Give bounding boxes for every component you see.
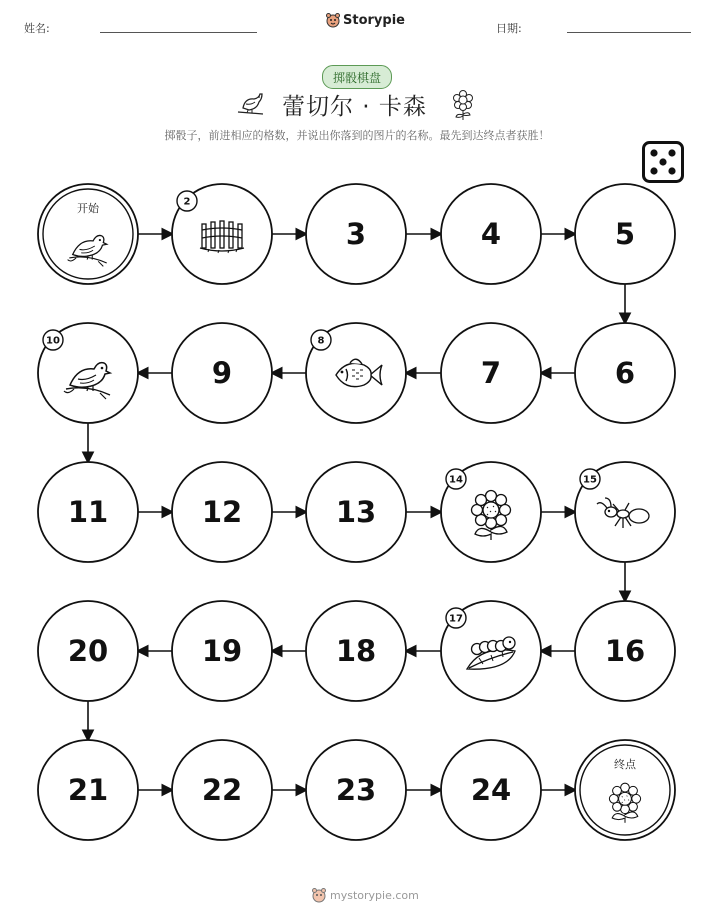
- cell-number-badge: 14: [449, 474, 463, 486]
- board-cell-3[interactable]: [306, 184, 406, 284]
- date-label: 日期:: [496, 22, 522, 35]
- footer-mascot-icon: [312, 887, 326, 903]
- board-cell-12[interactable]: [172, 462, 272, 562]
- board-cell-20[interactable]: [38, 601, 138, 701]
- cell-number-badge: 8: [317, 335, 325, 347]
- cell-number: 6: [614, 356, 636, 390]
- flower-icon: [609, 783, 640, 823]
- board-cell-7[interactable]: [441, 323, 541, 423]
- board-cell-21[interactable]: [38, 740, 138, 840]
- cell-number: 5: [614, 217, 636, 251]
- cell-number-badge: 17: [449, 613, 463, 625]
- board-cell-18[interactable]: [306, 601, 406, 701]
- board-cell-24[interactable]: [441, 740, 541, 840]
- board-cell-4[interactable]: [441, 184, 541, 284]
- board-cell-23[interactable]: [306, 740, 406, 840]
- cell-number: 18: [335, 634, 377, 668]
- board-cell-2[interactable]: [172, 184, 272, 284]
- footer-url[interactable]: mystorypie.com: [330, 888, 419, 902]
- cell-number: 20: [67, 634, 109, 668]
- board-cell-11[interactable]: [38, 462, 138, 562]
- cell-number: 11: [67, 495, 109, 529]
- cell-number: 22: [201, 773, 243, 807]
- cell-number: 4: [480, 217, 502, 251]
- board-cell-16[interactable]: [575, 601, 675, 701]
- cell-number: 23: [335, 773, 377, 807]
- board-cell-8[interactable]: [306, 323, 406, 423]
- board-cell-10[interactable]: [38, 323, 138, 423]
- board-cell-13[interactable]: [306, 462, 406, 562]
- cell-number-badge: 15: [583, 474, 597, 486]
- cell-number-badge: 2: [183, 196, 191, 208]
- start-cell[interactable]: [38, 184, 138, 284]
- board-cell-17[interactable]: [441, 601, 541, 701]
- board-cell-19[interactable]: [172, 601, 272, 701]
- board-cell-14[interactable]: [441, 462, 541, 562]
- fence-icon: [200, 221, 244, 253]
- board-cell-22[interactable]: [172, 740, 272, 840]
- game-type-badge: 掷骰棋盘: [322, 65, 392, 89]
- board-cell-6[interactable]: [575, 323, 675, 423]
- end-label: 终点: [614, 758, 636, 771]
- board-cell-5[interactable]: [575, 184, 675, 284]
- flower-icon: [472, 491, 511, 541]
- logo-text: Storypie: [343, 12, 405, 28]
- cell-number: 9: [211, 356, 233, 390]
- cell-number: 24: [470, 773, 512, 807]
- cell-number: 13: [335, 495, 377, 529]
- name-label: 姓名:: [24, 22, 50, 35]
- cell-number: 3: [345, 217, 367, 251]
- board-cell-15[interactable]: [575, 462, 675, 562]
- cell-number: 7: [480, 356, 502, 390]
- end-cell[interactable]: [575, 740, 675, 840]
- footer: [312, 887, 419, 903]
- cell-number-badge: 10: [46, 335, 60, 347]
- cell-number: 16: [604, 634, 646, 668]
- start-label: 开始: [77, 202, 99, 215]
- page-title: 蕾切尔 · 卡森: [282, 94, 427, 120]
- cell-number: 21: [67, 773, 109, 807]
- cell-number: 12: [201, 495, 243, 529]
- cell-number: 19: [201, 634, 243, 668]
- instructions: 掷骰子，前进相应的格数，并说出你落到的图片的名称。最先到达终点者获胜！: [164, 129, 550, 142]
- board-cell-9[interactable]: [172, 323, 272, 423]
